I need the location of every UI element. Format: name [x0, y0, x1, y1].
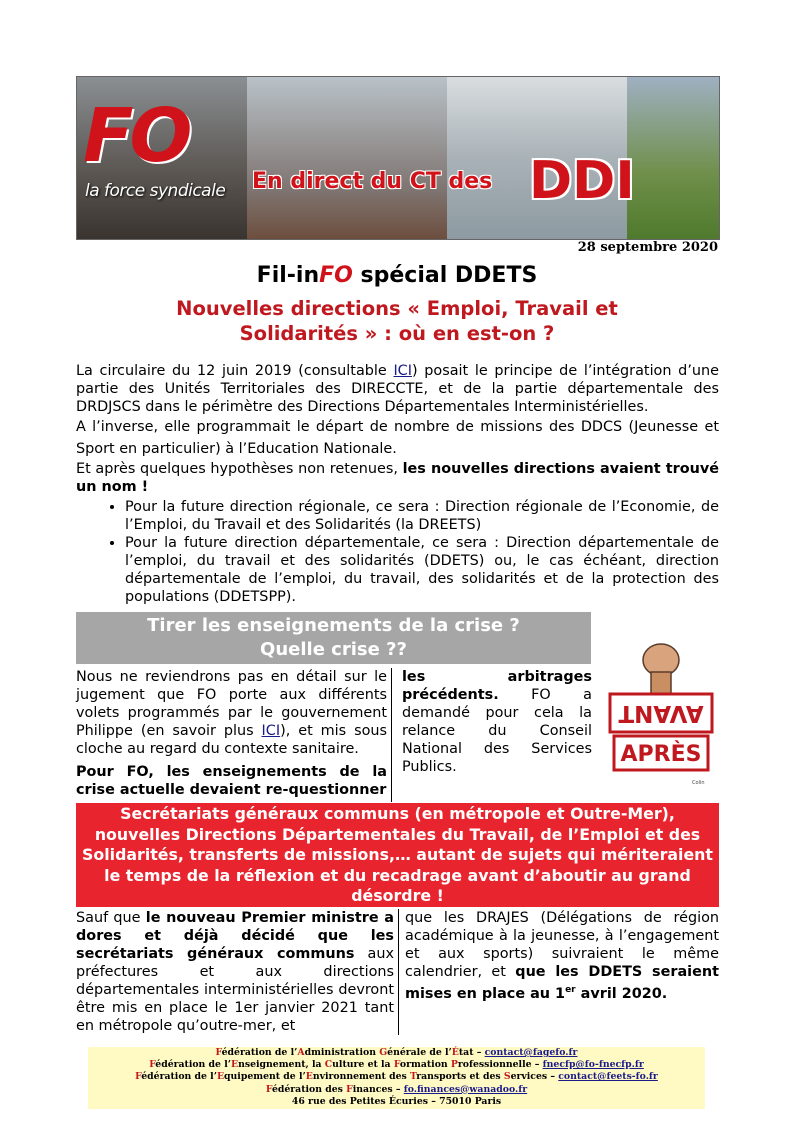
stamp-avant-text: AVANT — [618, 700, 704, 726]
column-right-sgc: que les DRAJES (Délégations de région académique à la jeunesse, à l’engagement et aux sports) suivraient le même calendrier, et que les DDETS seraient mises en place au 1er avril 2020. — [405, 910, 719, 1002]
avant-apres-stamp-illustration — [604, 640, 718, 788]
publication-date: 28 septembre 2020 — [577, 240, 718, 255]
banner-photo-field — [627, 77, 719, 239]
email-link-finances[interactable]: fo.finances@wanadoo.fr — [403, 1083, 528, 1095]
email-link-feets[interactable]: contact@feets-fo.fr — [558, 1071, 658, 1083]
banner-headline: En direct du CT des — [252, 169, 493, 194]
footer-contacts — [88, 1047, 705, 1109]
footer-line-finances: Fédération des Finances – fo.finances@wanadoo.fr — [265, 1083, 528, 1095]
section-heading-sgc: Secrétariats généraux communs (en métropole et Outre-Mer), nouvelles Directions Départementales du Travail, de l’Emploi et des Solidarités, transferts de missions,… autant de sujets qui mériteraient le temps de la réflexion et du recadrage avant d’aboutir au grand désordre ! — [76, 803, 719, 907]
section-heading-crise: Tirer les enseignements de la crise ? Quelle crise ?? — [76, 612, 591, 664]
directions-list — [76, 498, 719, 606]
list-item: • Pour la future direction régionale, ce sera : Direction régionale de l’Economie, de l’Emploi, du Travail et des Solidarités (la DREETS) — [125, 498, 719, 534]
ici-link-1[interactable]: ICI — [393, 363, 412, 379]
column-left-crise: Nous ne reviendrons pas en détail sur le jugement que FO porte aux différents volets programmés par le gouvernement Philippe (en savoir plus ICI), et mis sous cloche au regard du contexte sanitaire. Pour FO, les enseignements de la crise actuelle devaient re-questionner — [76, 668, 392, 802]
stamp-signature: Colin — [692, 780, 705, 786]
intro-paragraph-1: La circulaire du 12 juin 2019 (consultable ICI) posait le principe de l’intégration d’une partie des Unités Territoriales des DIRECCTE, et de la partie départementale des DRDJSCS dans le périmètre des Directions Départementales Interministérielles. — [76, 363, 719, 415]
header-banner — [76, 76, 720, 240]
footer-line-fagefo: Fédération de l’Administration Générale de l’État – contact@fagefo.fr — [215, 1047, 578, 1058]
list-item: • Pour la future direction départementale, ce sera : Direction départementale de l’emploi, du travail et des solidarités (DDETS) ou, le cas échéant, direction départementale de l’emploi, du travail, des solidarités et de la protection des populations (DDETSPP). — [125, 534, 719, 606]
intro-paragraph-3: Et après quelques hypothèses non retenues, les nouvelles directions avaient trouvé un nom ! — [76, 461, 719, 495]
page-title: Fil-inFO spécial DDETS — [256, 263, 538, 288]
page-subtitle: Nouvelles directions « Emploi, Travail et Solidarités » : où en est-on ? — [176, 297, 618, 345]
banner-ddi: DDI — [529, 151, 635, 211]
fo-logo: FO — [83, 93, 189, 179]
email-link-fagefo[interactable]: contact@fagefo.fr — [484, 1047, 578, 1058]
column-right-crise: les arbitrages précédents. FO a demandé pour cela la relance du Conseil National des Services Publics. — [402, 669, 592, 775]
footer-line-fnecfp: Fédération de l’Enseignement, la Culture et la Formation Professionnelle – fnecfp@fo-fnecfp.fr — [149, 1059, 644, 1071]
footer-address: 46 rue des Petites Écuries – 75010 Paris — [291, 1095, 502, 1107]
fo-tagline: la force syndicale — [85, 181, 226, 201]
email-link-fnecfp[interactable]: fnecfp@fo-fnecfp.fr — [542, 1059, 644, 1071]
stamp-apres-text: APRÈS — [620, 742, 702, 767]
intro-section — [76, 362, 719, 606]
banner-photo-crowd — [247, 77, 447, 239]
ici-link-2[interactable]: ICI — [261, 723, 281, 739]
intro-paragraph-2: A l’inverse, elle programmait le départ de nombre de missions des DDCS (Jeunesse et Sport en particulier) à l’Education Nationale. — [76, 419, 719, 457]
column-left-sgc: Sauf que le nouveau Premier ministre a dores et déjà décidé que les secrétariats généraux communs aux préfectures et aux directions départementales interministérielles devront être mis en place le 1er janvier 2021 tant en métropole qu’outre-mer, et — [76, 909, 399, 1035]
footer-line-feets: Fédération de l’Equipement de l’Environnement des Transports et des Services – contact@feets-fo.fr — [135, 1071, 658, 1083]
